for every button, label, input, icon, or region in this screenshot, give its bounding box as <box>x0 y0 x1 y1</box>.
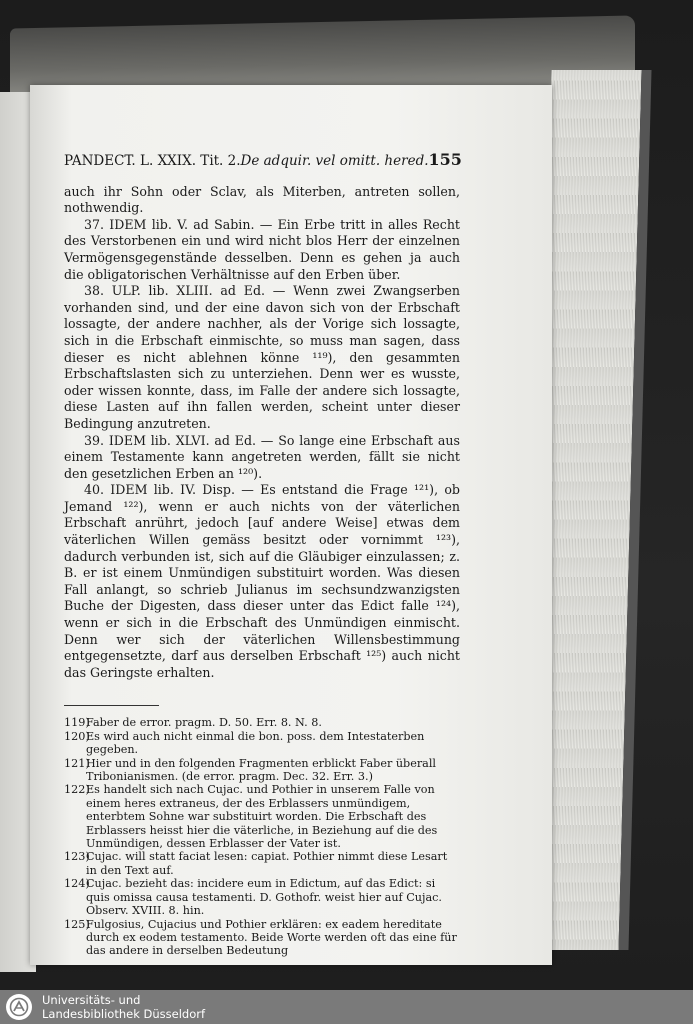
footnote-text: Fulgosius, Cujacius und Pothier erklären: ex eadem hereditate durch ex eodem testamento. Beide Worte werden oft das eine für das andere in derselben Bedeutung <box>86 917 457 958</box>
footnote-divider <box>64 705 159 706</box>
paragraph-continuation: auch ihr Sohn oder Sclav, als Miterben, antreten sollen, nothwendig. <box>64 183 460 216</box>
footnote <box>64 850 460 877</box>
footnote-text: Es handelt sich nach Cujac. und Pothier in unserem Falle von einem heres extraneus, der des Erblassers unmündigem, enterbtem Sohne war substituirt worden. Die Erbschaft des Erblassers heisst hier die väterliche, in Beziehung auf die des Unmündigen, dessen Erblasser der Vater ist. <box>86 783 438 851</box>
footnote-number: 120) <box>64 729 90 743</box>
footnote <box>64 918 460 958</box>
ulb-logo-glyph <box>9 997 29 1017</box>
footnotes <box>64 716 460 957</box>
paragraph-40: 40. IDEM lib. IV. Disp. — Es entstand die Frage ¹²¹), ob Jemand ¹²²), wenn er auch nichts von der väterlichen Erbschaft anrührt, jedoch [auf andere Weise] etwas dem väterlichen Willen gemäss besitzt oder vornimmt ¹²³), dadurch verbunden ist, sich auf die Gläubiger einzulassen; z. B. er ist einem Unmündigen substituirt worden. Was diesen Fall anlangt, so schrieb Julianus im sechsundzwanzigsten Buche der Digesten, dass dieser unter das Edict falle ¹²⁴), wenn er sich in die Erbschaft des Unmündigen einmischt. Denn wer sich der väterlichen Willensbestimmung entgegensetzte, darf aus derselben Erbschaft ¹²⁵) auch nicht das Geringste erhalten. <box>64 482 460 680</box>
library-name-line2: Landesbibliothek Düsseldorf <box>42 1007 206 1021</box>
page-content <box>64 152 460 958</box>
footnote-number: 119) <box>64 716 90 730</box>
running-header <box>64 152 460 170</box>
header-left: PANDECT. L. XXIX. Tit. 2. <box>64 153 241 169</box>
ulb-logo-icon[interactable] <box>6 994 32 1020</box>
footnote-number: 125) <box>64 917 90 931</box>
paragraph-38: 38. ULP. lib. XLIII. ad Ed. — Wenn zwei Zwangserben vorhanden sind, und der eine davon sich von der Erbschaft lossagte, der andere nachher, als der Vorige sich lossagte, sich in die Erbschaft einmischte, so muss man sagen, dass dieser es nicht ablehnen könne ¹¹⁹), den gesammten Erbschaftslasten sich zu unterziehen. Denn wer es wusste, oder wissen konnte, dass, im Falle der andere sich lossagte, diese Lasten auf ihn fallen werden, scheint unter dieser Bedingung anzutreten. <box>64 283 460 431</box>
footnote-number: 121) <box>64 756 90 770</box>
footnote <box>64 716 460 729</box>
footnote-text: Cujac. bezieht das: incidere eum in Edictum, auf das Edict: si quis omissa causa testamenti. D. Gothofr. weist hier auf Cujac. Observ. XVIII. 8. hin. <box>86 877 442 918</box>
library-name[interactable] <box>42 993 205 1021</box>
footnote-number: 123) <box>64 850 90 864</box>
footnote-text: Faber de error. pragm. D. 50. Err. 8. N. 8. <box>86 716 322 730</box>
footnote <box>64 877 460 917</box>
footnote <box>64 783 460 850</box>
header-title: De adquir. vel omitt. hered. <box>240 153 429 169</box>
library-name-line1: Universitäts- und <box>42 993 141 1007</box>
library-footer-bar <box>0 990 693 1024</box>
paragraph-39: 39. IDEM lib. XLVI. ad Ed. — So lange eine Erbschaft aus einem Testamente kann angetreten werden, fällt sie nicht den gesetzlichen Erben an ¹²⁰). <box>64 432 460 481</box>
footnote-text: Cujac. will statt faciat lesen: capiat. Pothier nimmt diese Lesart in den Text auf. <box>86 850 448 877</box>
footnote-text: Es wird auch nicht einmal die bon. poss. dem Intestaterben gegeben. <box>86 729 425 757</box>
page-number: 155 <box>428 150 462 169</box>
footnote-number: 124) <box>64 877 90 891</box>
footnote <box>64 757 460 784</box>
footnote <box>64 730 460 757</box>
footnote-text: Hier und in den folgenden Fragmenten erblickt Faber überall Tribonianismen. (de error. pragm. Dec. 32. Err. 3.) <box>86 756 437 784</box>
paragraph-37: 37. IDEM lib. V. ad Sabin. — Ein Erbe tritt in alles Recht des Verstorbenen ein und wird nicht blos Herr der einzelnen Vermögensgegenstände desselben. Denn es gehen ja auch die obligatorischen Verhältnisse auf den Erben über. <box>64 216 460 282</box>
footnote-number: 122) <box>64 783 90 797</box>
